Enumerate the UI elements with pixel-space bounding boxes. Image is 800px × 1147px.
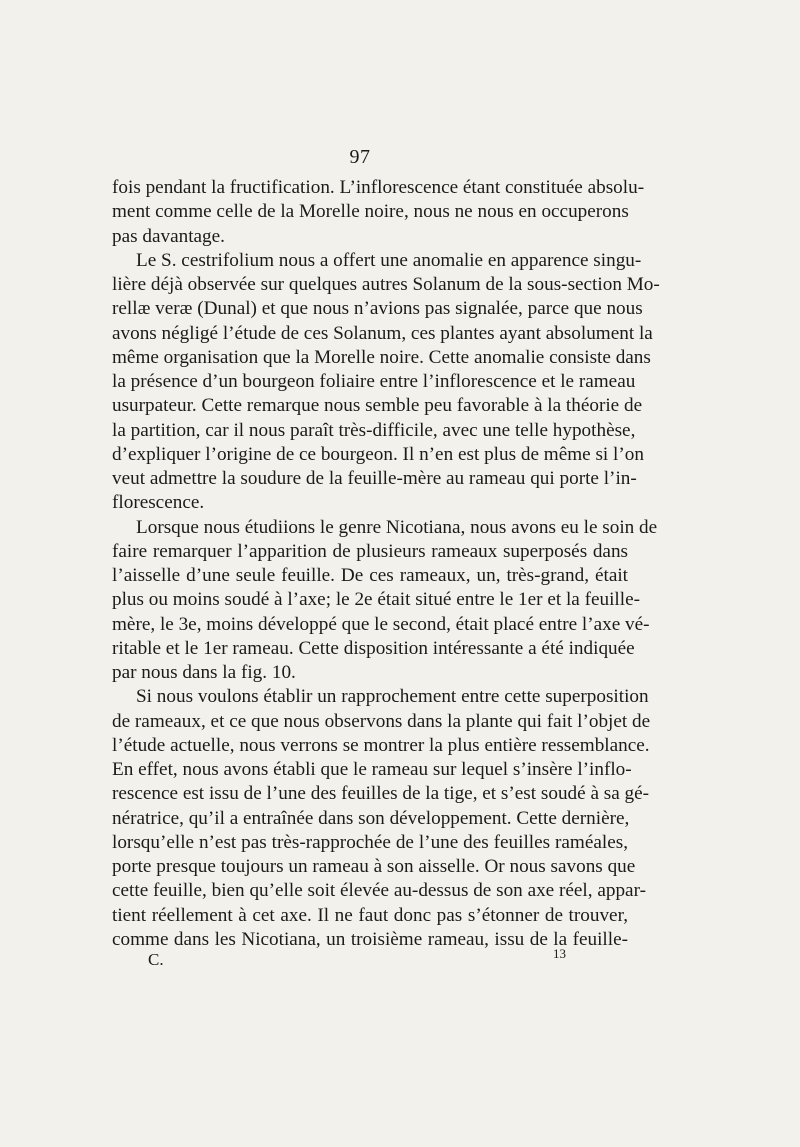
- paragraph-4: [112, 685, 651, 952]
- paragraph-1: [112, 176, 645, 249]
- text-line: pas davantage.: [112, 225, 225, 247]
- text-line: tient réellement à cet axe. Il ne faut donc pas s’étonner de trouver,: [112, 904, 628, 926]
- text-line: rellæ veræ (Dunal) et que nous n’avions pas signalée, parce que nous: [112, 298, 643, 320]
- text-line: ment comme celle de la Morelle noire, nous ne nous en occuperons: [112, 201, 629, 223]
- text-line: usurpateur. Cette remarque nous semble peu favorable à la théorie de: [112, 395, 643, 417]
- body-text: [112, 176, 660, 952]
- text-line: veut admettre la soudure de la feuille-mère au rameau qui porte l’in-: [112, 468, 637, 489]
- text-line: porte presque toujours un rameau à son aisselle. Or nous savons que: [112, 856, 636, 877]
- text-line: nératrice, qu’il a entraînée dans son développement. Cette dernière,: [112, 807, 630, 829]
- text-line: rescence est issu de l’une des feuilles de la tige, et s’est soudé à sa gé-: [112, 783, 650, 805]
- text-line: cette feuille, bien qu’elle soit élevée au-dessus de son axe réel, appar-: [112, 880, 646, 902]
- paragraph-3: [112, 516, 658, 686]
- text-line: fois pendant la fructification. L’inflorescence étant constituée absolu-: [112, 177, 645, 198]
- text-line: d’expliquer l’origine de ce bourgeon. Il n’en est plus de même si l’on: [112, 443, 644, 465]
- text-line: l’aisselle d’une seule feuille. De ces rameaux, un, très-grand, était: [112, 565, 628, 586]
- sheet-number: 13: [553, 946, 566, 961]
- text-line: même organisation que la Morelle noire. Cette anomalie consiste dans: [112, 346, 651, 368]
- text-line: mère, le 3e, moins développé que le second, était placé entre l’axe vé-: [112, 613, 650, 635]
- text-line: En effet, nous avons établi que le rameau sur lequel s’insère l’inflo-: [112, 759, 632, 780]
- text-line: ritable et le 1er rameau. Cette disposition intéressante a été indiquée: [112, 637, 635, 659]
- page-number: 97: [349, 146, 371, 168]
- text-line: la présence d’un bourgeon foliaire entre l’inflorescence et le rameau: [112, 371, 636, 392]
- text-line: l’étude actuelle, nous verrons se montrer la plus entière ressemblance.: [112, 734, 650, 756]
- text-line: de rameaux, et ce que nous observons dans la plante qui fait l’objet de: [112, 710, 651, 732]
- text-line: avons négligé l’étude de ces Solanum, ces plantes ayant absolument la: [112, 322, 653, 344]
- text-line: Le S. cestrifolium nous a offert une anomalie en apparence singu-: [136, 249, 642, 271]
- text-line: lière déjà observée sur quelques autres Solanum de la sous-section Mo-: [112, 274, 660, 295]
- signature-mark: C.: [148, 950, 164, 969]
- text-line: la partition, car il nous paraît très-difficile, avec une telle hypothèse,: [112, 419, 636, 441]
- text-line: Si nous voulons établir un rapprochement entre cette superposition: [136, 686, 649, 708]
- text-line: lorsqu’elle n’est pas très-rapprochée de l’une des feuilles raméales,: [112, 831, 628, 853]
- text-line: Lorsque nous étudiions le genre Nicotiana, nous avons eu le soin de: [136, 516, 658, 538]
- text-line: florescence.: [112, 492, 205, 514]
- text-line: par nous dans la fig. 10.: [112, 662, 296, 683]
- paragraph-2: [112, 249, 660, 516]
- text-line: comme dans les Nicotiana, un troisième rameau, issu de la feuille-: [112, 928, 628, 950]
- text-line: faire remarquer l’apparition de plusieurs rameaux superposés dans: [112, 540, 628, 562]
- text-line: plus ou moins soudé à l’axe; le 2e était situé entre le 1er et la feuille-: [112, 589, 641, 611]
